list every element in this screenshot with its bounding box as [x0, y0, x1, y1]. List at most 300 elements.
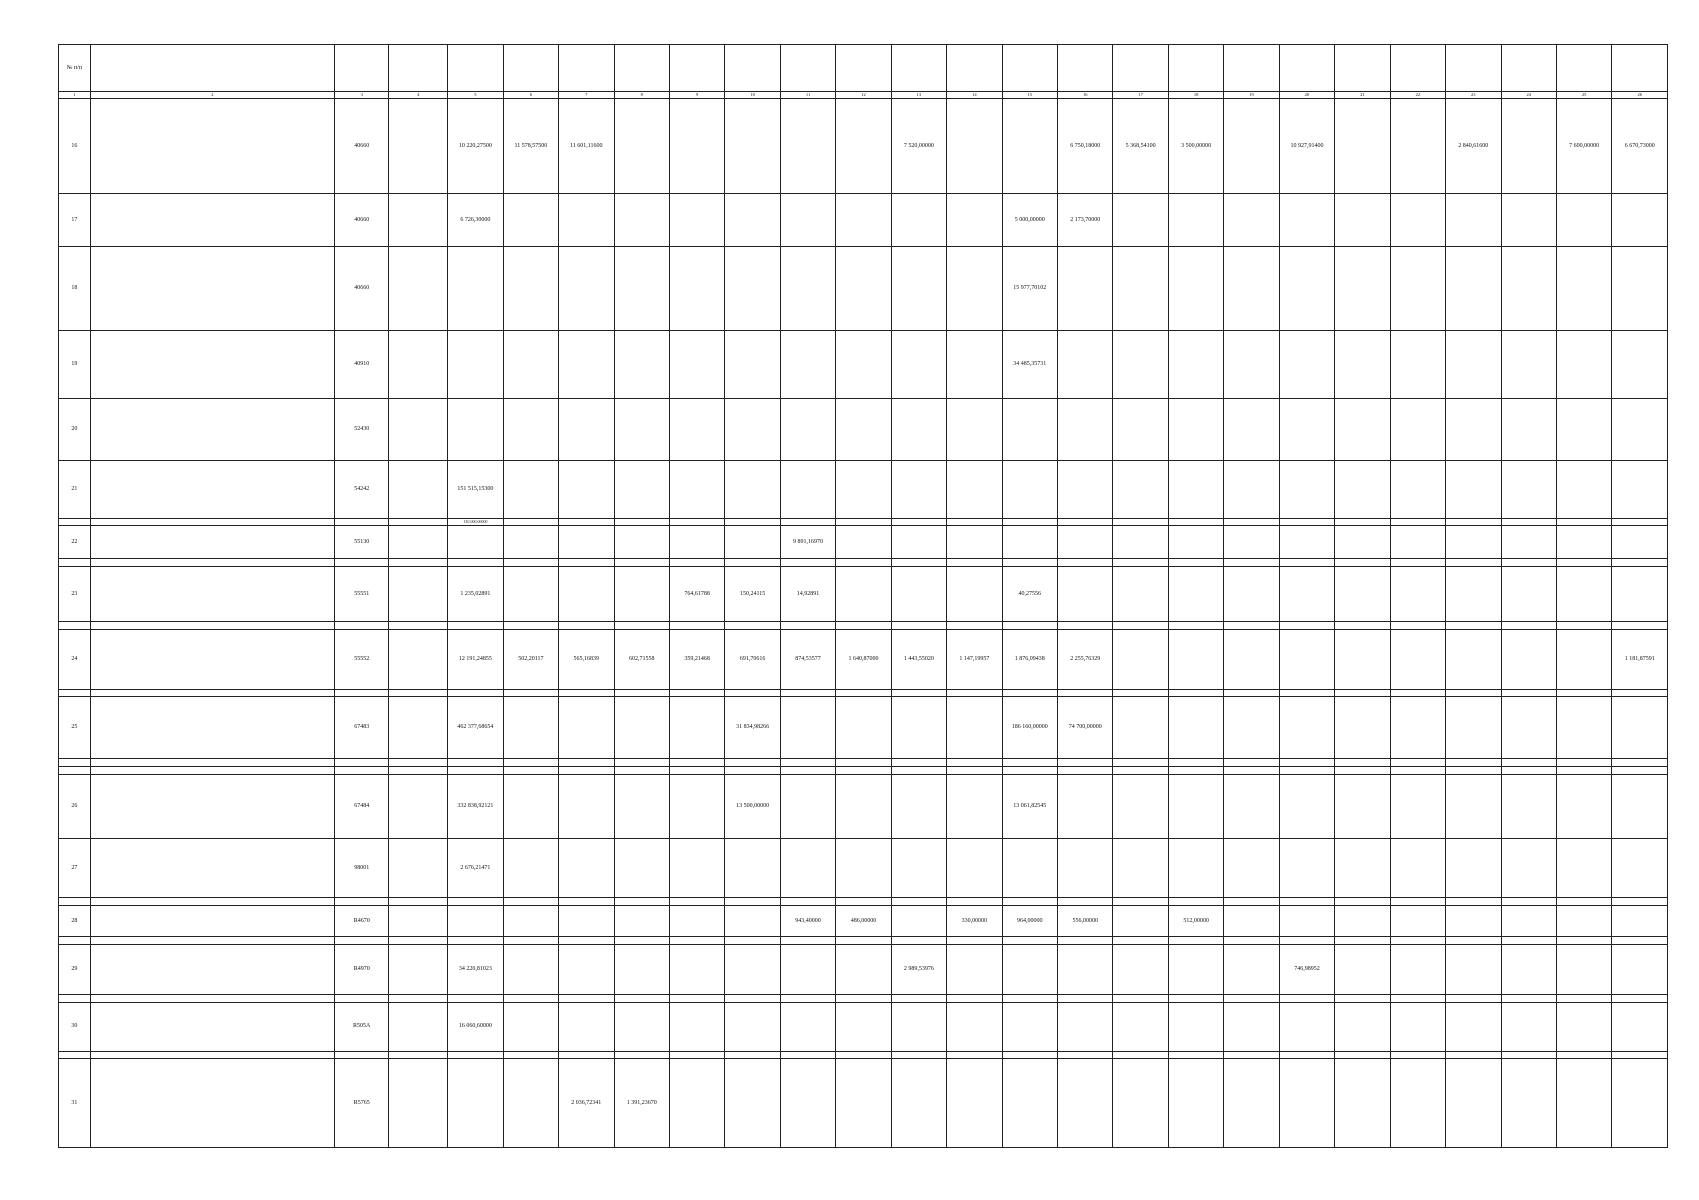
value-cell: [836, 399, 891, 461]
value-cell: [1556, 944, 1611, 995]
note-value-cell: [1446, 759, 1501, 767]
row-grbs: [389, 944, 448, 995]
note-spacer: [59, 759, 91, 767]
value-cell: [503, 330, 558, 398]
value-cell: [1390, 246, 1445, 330]
note-value-cell: [947, 995, 1002, 1003]
note-value-cell: [780, 766, 835, 774]
value-cell: [669, 330, 724, 398]
value-cell: [448, 906, 503, 937]
value-cell: [448, 399, 503, 461]
value-cell: 1 147,19957: [947, 630, 1002, 690]
value-cell: [614, 838, 669, 898]
column-index-4: 4: [389, 92, 448, 99]
note-code: [335, 766, 389, 774]
row-name: [90, 399, 334, 461]
value-cell: [1113, 944, 1168, 995]
note-value-cell: [947, 518, 1002, 526]
note-value-cell: [1168, 936, 1223, 944]
value-cell: [1168, 944, 1223, 995]
value-cell: 691,70616: [725, 630, 780, 690]
value-cell: [891, 246, 946, 330]
note-value-cell: [669, 1051, 724, 1059]
value-cell: 16 060,60000: [448, 1003, 503, 1052]
value-cell: [1168, 567, 1223, 622]
value-cell: [669, 838, 724, 898]
value-cell: [1335, 697, 1390, 759]
value-cell: 602,71558: [614, 630, 669, 690]
note-value-cell: [725, 759, 780, 767]
note-value-cell: [1113, 518, 1168, 526]
value-cell: [725, 193, 780, 246]
value-cell: [836, 1059, 891, 1148]
row-name: [90, 630, 334, 690]
row-name: [90, 838, 334, 898]
value-cell: [780, 246, 835, 330]
value-cell: [1501, 1003, 1556, 1052]
value-cell: [1113, 399, 1168, 461]
note-value-cell: [1335, 559, 1390, 567]
row-name: [90, 774, 334, 838]
row-number: 26: [59, 774, 91, 838]
note-code: [335, 1051, 389, 1059]
note-value-cell: [1058, 1051, 1113, 1059]
value-cell: [836, 99, 891, 194]
note-text: [90, 689, 334, 697]
note-value-cell: [1446, 622, 1501, 630]
table-row: [59, 99, 1668, 194]
value-cell: [1501, 526, 1556, 559]
value-cell: [891, 567, 946, 622]
note-value-cell: [1335, 689, 1390, 697]
note-value-cell: [1390, 622, 1445, 630]
note-spacer: [59, 689, 91, 697]
value-cell: [1279, 1003, 1334, 1052]
value-cell: [1556, 1059, 1611, 1148]
value-cell: [1556, 567, 1611, 622]
value-cell: [1501, 944, 1556, 995]
value-cell: [614, 193, 669, 246]
value-cell: [1335, 567, 1390, 622]
note-value-cell: [448, 766, 503, 774]
column-index-25: 25: [1556, 92, 1611, 99]
note-value-cell: [559, 995, 614, 1003]
value-cell: [1335, 906, 1390, 937]
value-cell: [836, 461, 891, 518]
value-cell: [1113, 193, 1168, 246]
note-value-cell: [669, 898, 724, 906]
note-value-cell: [559, 936, 614, 944]
note-value-cell: [1335, 1051, 1390, 1059]
note-value-cell: [1390, 689, 1445, 697]
table-row: [59, 906, 1668, 937]
value-cell: [1335, 774, 1390, 838]
value-cell: [947, 697, 1002, 759]
value-cell: [1446, 697, 1501, 759]
note-value-cell: [614, 559, 669, 567]
value-cell: [1224, 567, 1279, 622]
table-row: [59, 526, 1668, 559]
value-cell: [947, 567, 1002, 622]
value-cell: [669, 399, 724, 461]
row-grbs: [389, 461, 448, 518]
note-grbs: [389, 936, 448, 944]
value-cell: [891, 399, 946, 461]
note-value-cell: [1113, 898, 1168, 906]
row-number: 29: [59, 944, 91, 995]
value-cell: [614, 399, 669, 461]
column-header-20: [1279, 45, 1334, 92]
note-text: [90, 518, 334, 526]
note-value-cell: [1279, 936, 1334, 944]
value-cell: [1168, 1003, 1223, 1052]
value-cell: [891, 1059, 946, 1148]
value-cell: [503, 838, 558, 898]
value-cell: 1 640,87000: [836, 630, 891, 690]
note-value-cell: [1224, 995, 1279, 1003]
note-value-cell: [1279, 766, 1334, 774]
value-cell: [1446, 330, 1501, 398]
note-value-cell: [780, 995, 835, 1003]
note-value-cell: [947, 622, 1002, 630]
value-cell: [780, 461, 835, 518]
note-value-cell: [725, 518, 780, 526]
value-cell: [725, 399, 780, 461]
value-cell: [836, 838, 891, 898]
column-header-4: [389, 45, 448, 92]
note-value-cell: [947, 559, 1002, 567]
note-value-cell: [1501, 518, 1556, 526]
row-number: 16: [59, 99, 91, 194]
note-value-cell: [503, 1051, 558, 1059]
value-cell: [947, 461, 1002, 518]
note-value-cell: [1556, 766, 1611, 774]
value-cell: [1002, 99, 1057, 194]
value-cell: [1113, 567, 1168, 622]
value-cell: 486,00000: [836, 906, 891, 937]
value-cell: [559, 461, 614, 518]
value-cell: [1113, 246, 1168, 330]
value-cell: [780, 1003, 835, 1052]
value-cell: 1 391,23670: [614, 1059, 669, 1148]
value-cell: [1168, 1059, 1223, 1148]
value-cell: [780, 944, 835, 995]
note-value-cell: [448, 622, 503, 630]
value-cell: [559, 1003, 614, 1052]
row-grbs: [389, 838, 448, 898]
note-value-cell: [1501, 1051, 1556, 1059]
value-cell: [1002, 399, 1057, 461]
value-cell: [1446, 1059, 1501, 1148]
value-cell: [1335, 461, 1390, 518]
value-cell: [1279, 330, 1334, 398]
note-grbs: [389, 559, 448, 567]
value-cell: [1390, 526, 1445, 559]
value-cell: [947, 330, 1002, 398]
note-value-cell: [448, 1051, 503, 1059]
note-value-cell: [448, 995, 503, 1003]
value-cell: 2 676,21471: [448, 838, 503, 898]
value-cell: [669, 1059, 724, 1148]
note-value-cell: [1113, 766, 1168, 774]
row-number: 22: [59, 526, 91, 559]
row-number: 30: [59, 1003, 91, 1052]
column-header-10: [725, 45, 780, 92]
value-cell: [1446, 838, 1501, 898]
value-cell: [503, 461, 558, 518]
value-cell: [1168, 774, 1223, 838]
value-cell: 1 876,09438: [1002, 630, 1057, 690]
row-grbs: [389, 1003, 448, 1052]
note-code: [335, 559, 389, 567]
value-cell: [1279, 774, 1334, 838]
note-value-cell: [1002, 995, 1057, 1003]
row-name: [90, 697, 334, 759]
value-cell: [1168, 697, 1223, 759]
row-number: 24: [59, 630, 91, 690]
value-cell: [1113, 774, 1168, 838]
value-cell: [1279, 193, 1334, 246]
value-cell: 3 500,00000: [1168, 99, 1223, 194]
note-value-cell: [503, 936, 558, 944]
note-text: [90, 1051, 334, 1059]
column-index-20: 20: [1279, 92, 1334, 99]
note-value-cell: [1501, 936, 1556, 944]
note-value-cell: [1335, 898, 1390, 906]
value-cell: [1390, 838, 1445, 898]
value-cell: [1168, 461, 1223, 518]
value-cell: [614, 774, 669, 838]
row-code: 67484: [335, 774, 389, 838]
value-cell: [947, 1059, 1002, 1148]
value-cell: 13 061,82545: [1002, 774, 1057, 838]
value-cell: [1224, 697, 1279, 759]
note-spacer: [59, 766, 91, 774]
table-row: [59, 697, 1668, 759]
note-grbs: [389, 995, 448, 1003]
value-cell: [947, 246, 1002, 330]
value-cell: 764,61788: [669, 567, 724, 622]
row-grbs: [389, 1059, 448, 1148]
row-code: 52430: [335, 399, 389, 461]
note-value-cell: [725, 622, 780, 630]
value-cell: 7 520,00000: [891, 99, 946, 194]
note-value-cell: [1002, 936, 1057, 944]
column-header-2: [90, 45, 334, 92]
note-spacer: [59, 898, 91, 906]
column-header-13: [891, 45, 946, 92]
note-value-cell: [1224, 622, 1279, 630]
row-number: 31: [59, 1059, 91, 1148]
value-cell: [1390, 944, 1445, 995]
row-number: 28: [59, 906, 91, 937]
value-cell: [1390, 630, 1445, 690]
note-value-cell: [1224, 559, 1279, 567]
value-cell: [1446, 944, 1501, 995]
note-value-cell: [1335, 936, 1390, 944]
table-row: [59, 567, 1668, 622]
column-header-18: [1168, 45, 1223, 92]
value-cell: 2 255,76329: [1058, 630, 1113, 690]
note-value-cell: [1612, 559, 1668, 567]
note-value-cell: [1390, 936, 1445, 944]
value-cell: [1279, 906, 1334, 937]
note-text: [90, 622, 334, 630]
note-value-cell: [1224, 518, 1279, 526]
row-name: [90, 1003, 334, 1052]
note-value-cell: [1446, 936, 1501, 944]
column-index-16: 16: [1058, 92, 1113, 99]
note-value-cell: [1113, 622, 1168, 630]
note-value-cell: [1335, 766, 1390, 774]
value-cell: [614, 526, 669, 559]
value-cell: [1390, 1059, 1445, 1148]
row-code: 40660: [335, 99, 389, 194]
row-name: [90, 1059, 334, 1148]
note-value-cell: [614, 898, 669, 906]
value-cell: [1058, 838, 1113, 898]
note-value-cell: [1168, 559, 1223, 567]
column-index-21: 21: [1335, 92, 1390, 99]
value-cell: [1279, 567, 1334, 622]
value-cell: 15 977,70102: [1002, 246, 1057, 330]
value-cell: [1612, 838, 1668, 898]
value-cell: 186 160,00000: [1002, 697, 1057, 759]
value-cell: [448, 526, 503, 559]
note-value-cell: [1612, 995, 1668, 1003]
value-cell: 40,27556: [1002, 567, 1057, 622]
note-code: [335, 518, 389, 526]
note-value-cell: [1612, 766, 1668, 774]
note-value-cell: [669, 936, 724, 944]
note-code: [335, 759, 389, 767]
value-cell: 746,98952: [1279, 944, 1334, 995]
value-cell: [1335, 246, 1390, 330]
note-text: [90, 936, 334, 944]
value-cell: 5 000,00000: [1002, 193, 1057, 246]
value-cell: 13 500,00000: [725, 774, 780, 838]
value-cell: [1279, 697, 1334, 759]
value-cell: [725, 330, 780, 398]
note-text: [90, 759, 334, 767]
value-cell: 12 191,24855: [448, 630, 503, 690]
value-cell: [669, 526, 724, 559]
note-value-cell: [1113, 936, 1168, 944]
row-name: [90, 330, 334, 398]
value-cell: [1279, 838, 1334, 898]
value-cell: [669, 944, 724, 995]
value-cell: [1058, 567, 1113, 622]
value-cell: 330,00000: [947, 906, 1002, 937]
note-value-cell: [559, 518, 614, 526]
note-text: [90, 995, 334, 1003]
value-cell: [614, 99, 669, 194]
table-row: [59, 461, 1668, 518]
note-value-cell: [891, 1051, 946, 1059]
note-value-cell: [1556, 689, 1611, 697]
value-cell: [559, 774, 614, 838]
column-index-11: 11: [780, 92, 835, 99]
value-cell: [1224, 99, 1279, 194]
note-value-cell: [1058, 898, 1113, 906]
value-cell: [559, 526, 614, 559]
value-cell: [1224, 1003, 1279, 1052]
column-header-3: [335, 45, 389, 92]
column-index-10: 10: [725, 92, 780, 99]
note-value-cell: [1058, 759, 1113, 767]
value-cell: [1446, 193, 1501, 246]
value-cell: [1113, 630, 1168, 690]
value-cell: [1556, 246, 1611, 330]
value-cell: [947, 99, 1002, 194]
row-code: R5765: [335, 1059, 389, 1148]
note-value-cell: [1224, 759, 1279, 767]
note-value-cell: 150 000,00000: [448, 518, 503, 526]
row-code: 40910: [335, 330, 389, 398]
note-row: [59, 622, 1668, 630]
value-cell: [1390, 1003, 1445, 1052]
value-cell: [559, 193, 614, 246]
note-value-cell: [669, 689, 724, 697]
value-cell: [1501, 630, 1556, 690]
value-cell: [1279, 461, 1334, 518]
value-cell: 74 700,00000: [1058, 697, 1113, 759]
value-cell: 10 220,27500: [448, 99, 503, 194]
column-header-6: [503, 45, 558, 92]
note-value-cell: [1390, 898, 1445, 906]
note-value-cell: [1612, 898, 1668, 906]
note-code: [335, 936, 389, 944]
value-cell: [780, 697, 835, 759]
note-value-cell: [1556, 559, 1611, 567]
note-value-cell: [559, 898, 614, 906]
value-cell: [1556, 630, 1611, 690]
row-name: [90, 99, 334, 194]
value-cell: [1002, 1003, 1057, 1052]
note-value-cell: [725, 995, 780, 1003]
note-value-cell: [503, 689, 558, 697]
row-grbs: [389, 399, 448, 461]
value-cell: 2 173,70000: [1058, 193, 1113, 246]
note-value-cell: [614, 995, 669, 1003]
value-cell: [1224, 246, 1279, 330]
value-cell: [1168, 246, 1223, 330]
value-cell: [559, 399, 614, 461]
value-cell: 14,92891: [780, 567, 835, 622]
value-cell: [669, 774, 724, 838]
value-cell: 1 443,55020: [891, 630, 946, 690]
note-value-cell: [669, 622, 724, 630]
value-cell: [1556, 461, 1611, 518]
note-value-cell: [1113, 1051, 1168, 1059]
note-value-cell: [1501, 766, 1556, 774]
column-header-1: № п/п: [59, 45, 91, 92]
note-value-cell: [614, 518, 669, 526]
row-number: 19: [59, 330, 91, 398]
row-name: [90, 526, 334, 559]
column-index-6: 6: [503, 92, 558, 99]
note-value-cell: [780, 559, 835, 567]
value-cell: [1335, 330, 1390, 398]
value-cell: [448, 246, 503, 330]
value-cell: [1058, 461, 1113, 518]
column-header-21: [1335, 45, 1390, 92]
column-header-8: [614, 45, 669, 92]
note-value-cell: [1612, 1051, 1668, 1059]
column-index-3: 3: [335, 92, 389, 99]
value-cell: [780, 774, 835, 838]
value-cell: [1390, 193, 1445, 246]
